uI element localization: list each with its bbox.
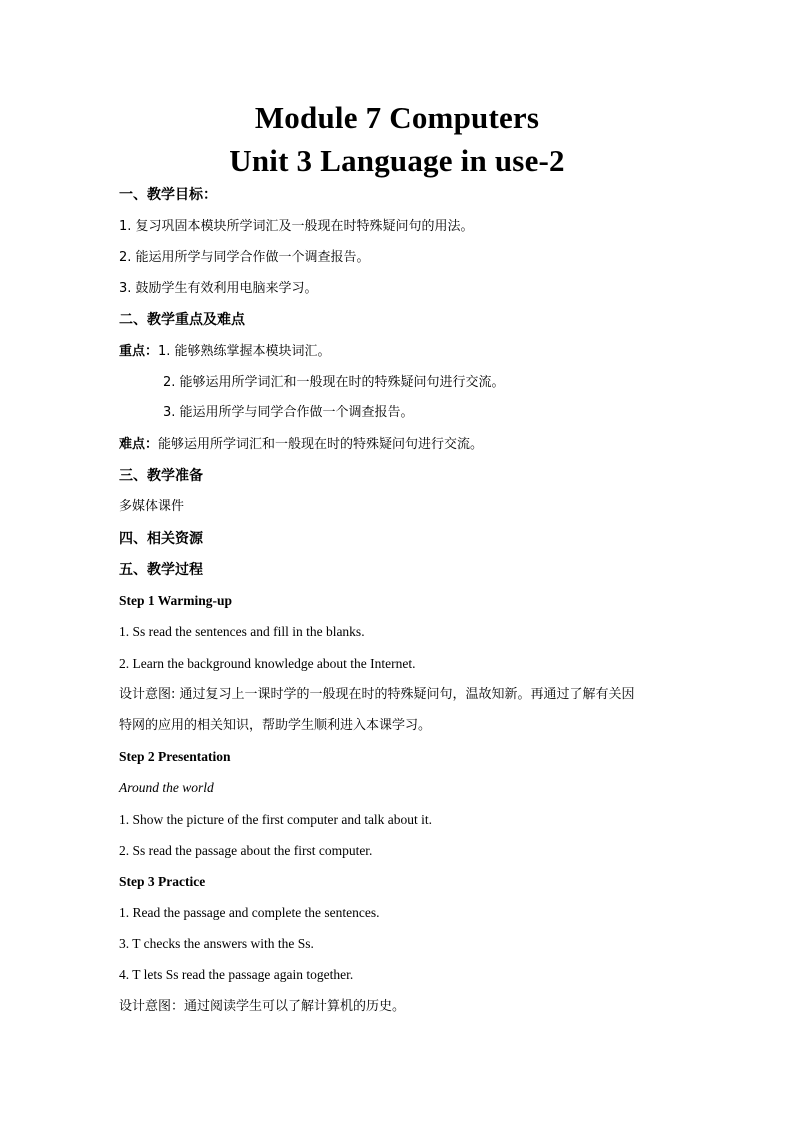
- key-point-item-3: 3. 能运用所学与同学合作做一个调查报告。: [163, 405, 414, 420]
- step3-item-1: 1. Read the passage and complete the sentences.: [119, 905, 380, 920]
- step3-intent: 设计意图：通过阅读学生可以了解计算机的历史。: [119, 999, 406, 1014]
- difficult-point-label: 难点：: [119, 437, 159, 452]
- step2-subtitle: Around the world: [119, 780, 214, 795]
- key-point-line-1: [119, 343, 331, 361]
- document-title-line2: Unit 3 Language in use-2: [229, 143, 565, 178]
- step1-item-1: 1. Ss read the sentences and fill in the blanks.: [119, 624, 365, 639]
- section3-heading: 三、教学准备: [119, 468, 203, 484]
- step1-item-2: 2. Learn the background knowledge about the Internet.: [119, 656, 416, 671]
- step1-title: Step 1 Warming-up: [119, 593, 233, 608]
- section1-item-2: 2. 能运用所学与同学合作做一个调查报告。: [119, 250, 370, 265]
- step2-item-1: 1. Show the picture of the first computer and talk about it.: [119, 812, 433, 827]
- step3-title: Step 3 Practice: [119, 874, 206, 889]
- step1-intent-line1: 设计意图: 通过复习上一课时学的一般现在时的特殊疑问句，温故知新。再通过了解有关因: [119, 687, 635, 702]
- step3-item-2: 3. T checks the answers with the Ss.: [119, 936, 314, 951]
- section1-item-1: 1. 复习巩固本模块所学词汇及一般现在时特殊疑问句的用法。: [119, 219, 474, 234]
- section5-heading: 五、教学过程: [119, 562, 203, 578]
- key-point-item-2: 2. 能够运用所学词汇和一般现在时的特殊疑问句进行交流。: [163, 375, 505, 390]
- step3-item-3: 4. T lets Ss read the passage again together.: [119, 967, 354, 982]
- section4-heading: 四、相关资源: [119, 531, 203, 547]
- difficult-point-line: [119, 436, 483, 454]
- step2-title: Step 2 Presentation: [119, 749, 231, 764]
- key-point-label: 重点：: [119, 344, 159, 359]
- document-title-line1: Module 7 Computers: [254, 100, 540, 135]
- step1-intent-line2: 特网的应用的相关知识，帮助学生顺利进入本课学习。: [119, 718, 432, 733]
- section2-heading: 二、教学重点及难点: [119, 312, 245, 328]
- section1-heading: 一、教学目标：: [119, 187, 217, 203]
- section3-text: 多媒体课件: [119, 499, 185, 514]
- section1-item-3: 3. 鼓励学生有效利用电脑来学习。: [119, 281, 318, 296]
- step2-item-2: 2. Ss read the passage about the first computer.: [119, 843, 373, 858]
- key-point-item-1: 1. 能够熟练掌握本模块词汇。: [158, 344, 331, 359]
- difficult-point-text: 能够运用所学词汇和一般现在时的特殊疑问句进行交流。: [158, 437, 484, 452]
